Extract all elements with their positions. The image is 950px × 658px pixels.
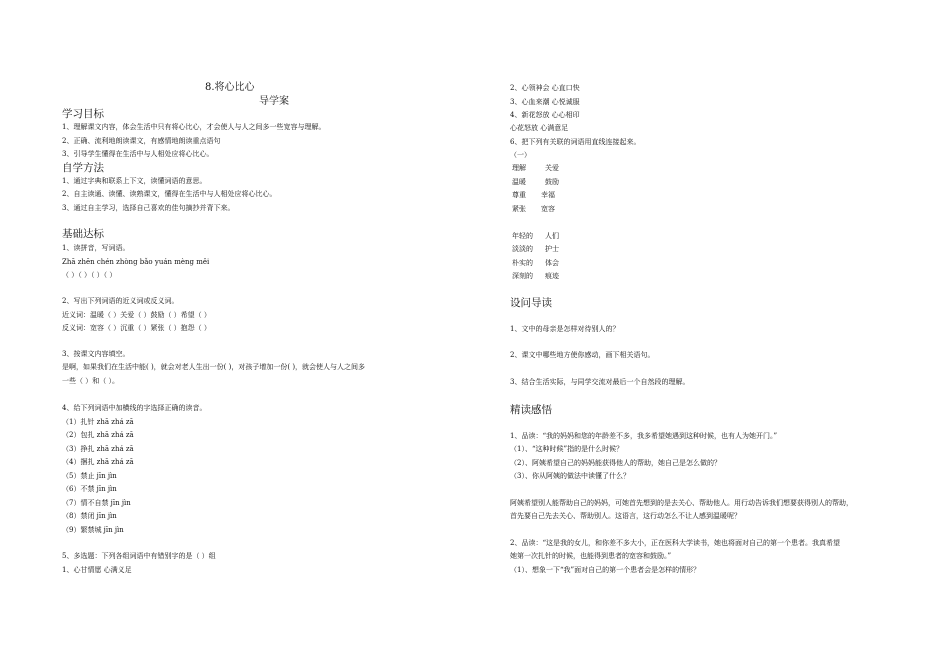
- question-4-item: （2）包扎 zhā zhá zā: [62, 431, 134, 439]
- reading-question-2: 2、品读：“这是我的女儿，和你差不多大小，正在医科大学读书，她也将面对自己的第一个患者。我真希望: [510, 539, 841, 547]
- question-4: 4、给下列词语中加横线的字选择正确的读音。: [62, 404, 207, 412]
- match-right-word: 人们: [545, 232, 559, 240]
- question-4-item: （4）捆扎 zhā zhá zā: [62, 458, 134, 466]
- heading-guided-questions: 设问导读: [510, 297, 552, 309]
- match-right-word: 护士: [545, 245, 559, 253]
- match-left-word: 朴实的: [512, 259, 533, 267]
- goal-item: 3、引导学生懂得在生活中与人相处应将心比心。: [62, 150, 214, 158]
- match-right-word: 体会: [545, 259, 559, 267]
- question-3: 3、按课文内容填空。: [62, 350, 130, 358]
- right-column: [475, 0, 950, 658]
- reading-paragraph-line: 首先要自己先去关心、帮助别人。这语言，这行动怎么不让人感到温暖呢？: [510, 512, 741, 520]
- reading-sub-question: （1）、想象一下“我”面对自己的第一个患者会是怎样的情形？: [510, 566, 701, 574]
- reading-question-2-cont: 她第一次扎针的时候，也能得到患者的宽容和鼓励。”: [510, 552, 672, 560]
- question-5-option: 4、新花怒放 心心相印: [510, 111, 580, 119]
- question-4-item: （3）挣扎 zhā zhá zā: [62, 445, 134, 453]
- method-item: 1、通过字典和联系上下文，读懂词语的意思。: [62, 177, 207, 185]
- question-2-antonyms: 反义词：宽容（ ）沉重（ ）紧张（ ）抱怨（ ）: [62, 324, 211, 332]
- guided-question: 3、结合生活实际，与同学交流对最后一个自然段的理解。: [510, 378, 690, 386]
- heading-learning-goals: 学习目标: [62, 108, 104, 120]
- question-6-part: （一）: [510, 151, 531, 159]
- match-right-word: 宽容: [541, 205, 555, 213]
- guided-question: 2、课文中哪些地方使你感动，画下相关语句。: [510, 351, 655, 359]
- match-left-word: 年轻的: [512, 232, 533, 240]
- question-1-blanks: （ ）（ ）（ ）（ ）: [62, 271, 117, 279]
- match-right-word: 幸福: [541, 191, 555, 199]
- heading-self-study: 自学方法: [62, 162, 104, 174]
- method-item: 3、通过自主学习，选择自己喜欢的佳句摘抄并背下来。: [62, 204, 235, 212]
- reading-sub-question: （3）、你从阿姨的做法中读懂了什么？: [510, 472, 630, 480]
- match-left-word: 淡淡的: [512, 245, 533, 253]
- question-1-pinyin: Zhā zhēn chén zhòng bǎo yuán mèng měi: [62, 258, 210, 266]
- question-5-option: 1、心甘情愿 心满义足: [62, 566, 132, 574]
- question-5-option: 心花怒放 心满意足: [510, 124, 569, 132]
- question-5: 5、多选题：下列各组词语中有错别字的是（ ）组: [62, 552, 216, 560]
- reading-sub-question: （2）、阿姨希望自己的妈妈能获得他人的帮助，她自己是怎么做的？: [510, 459, 721, 467]
- reading-paragraph-line: 阿姨希望别人能帮助自己的妈妈，可她首先想到的是去关心、帮助他人。用行动告诉我们想要获得别人的帮助，: [510, 499, 853, 507]
- match-right-word: 鼓励: [545, 178, 559, 186]
- match-right-word: 痕迹: [545, 272, 559, 280]
- match-left-word: 尊重: [512, 191, 526, 199]
- question-2-synonyms: 近义词：温暖（ ）关爱（ ）鼓励（ ）希望（ ）: [62, 311, 211, 319]
- question-3-line-2: 一些（ ）和（ ）。: [62, 377, 119, 385]
- lesson-title: 8.将心比心: [205, 82, 255, 93]
- match-left-word: 深刻的: [512, 272, 533, 280]
- reading-question-1: 1、品读：“我的妈妈和您的年龄差不多，我多希望她遇到这种时候，也有人为她开门。”: [510, 432, 778, 440]
- method-item: 2、自主读通、读懂、读熟课文，懂得在生活中与人相处应将心比心。: [62, 190, 277, 198]
- question-3-line-1: 是啊，如果我们在生活中能( )，就会对老人生出一份( )，对孩子增加一份( )，就会使人与人之间多: [62, 363, 366, 371]
- lesson-subtitle: 导学案: [259, 96, 289, 107]
- question-2: 2、写出下列词语的近义词或反义词。: [62, 297, 179, 305]
- question-5-option: 2、心领神会 心直口快: [510, 84, 580, 92]
- question-1: 1、读拼音，写词语。: [62, 244, 130, 252]
- question-4-item: （1）扎针 zhā zhá zā: [62, 418, 134, 426]
- reading-sub-question: （1）、“这种时候”指的是什么时候？: [510, 445, 624, 453]
- goal-item: 2、正确、流利地朗读课文，有感情地朗读重点语句: [62, 137, 221, 145]
- match-left-word: 温暖: [512, 178, 526, 186]
- guided-question: 1、文中的母亲是怎样对待别人的？: [510, 325, 620, 333]
- match-left-word: 理解: [512, 164, 526, 172]
- question-6: 6、把下列有关联的词语用直线连接起来。: [510, 138, 641, 146]
- goal-item: 1、理解课文内容，体会生活中只有将心比心，才会使人与人之间多一些宽容与理解。: [62, 123, 326, 131]
- question-5-option: 3、心血来潮 心悦诚服: [510, 98, 580, 106]
- question-4-item: （6）不禁 jīn jìn: [62, 485, 117, 493]
- question-4-item: （8）禁闭 jīn jìn: [62, 512, 117, 520]
- heading-close-reading: 精读感悟: [510, 404, 552, 416]
- match-left-word: 紧张: [512, 205, 526, 213]
- question-4-item: （5）禁止 jīn jìn: [62, 472, 117, 480]
- question-4-item: （9）繁禁城 jīn jìn: [62, 526, 124, 534]
- heading-basics: 基础达标: [62, 228, 104, 240]
- question-4-item: （7）情不自禁 jīn jìn: [62, 499, 131, 507]
- match-right-word: 关爱: [545, 164, 559, 172]
